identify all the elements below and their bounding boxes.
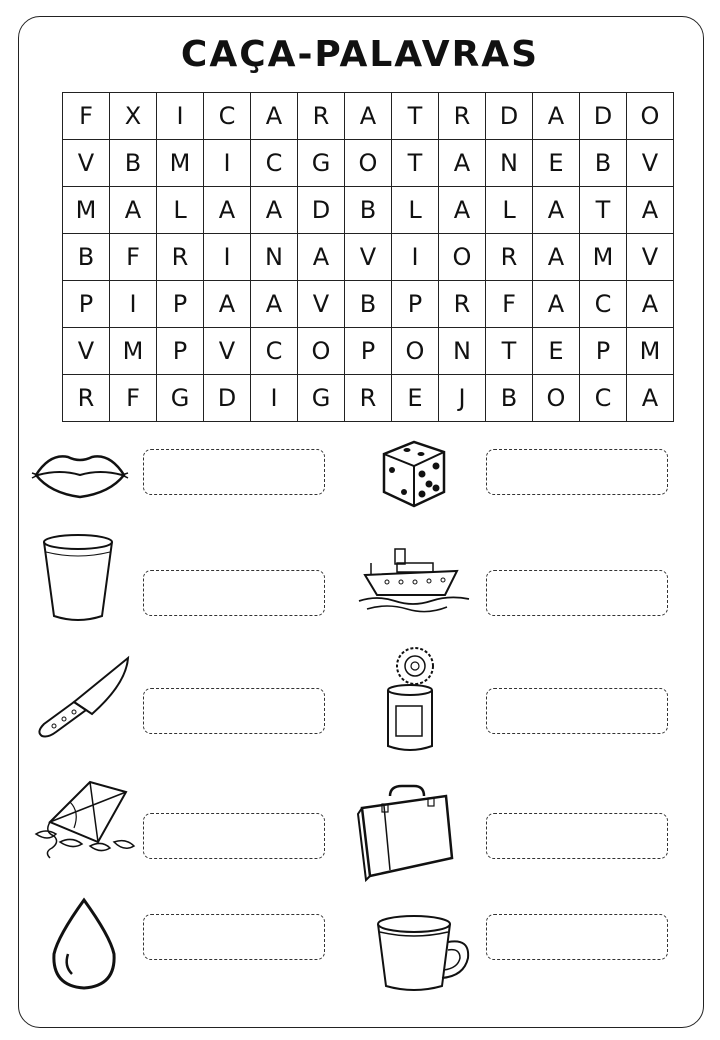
grid-cell[interactable]: A (204, 187, 251, 234)
grid-cell[interactable]: I (157, 93, 204, 140)
grid-cell[interactable]: G (298, 375, 345, 422)
grid-cell[interactable]: V (627, 234, 674, 281)
grid-cell[interactable]: N (486, 140, 533, 187)
grid-row (63, 375, 674, 422)
grid-cell[interactable]: B (486, 375, 533, 422)
grid-cell[interactable]: B (345, 187, 392, 234)
grid-cell[interactable]: T (580, 187, 627, 234)
grid-cell[interactable]: A (204, 281, 251, 328)
grid-cell[interactable]: G (298, 140, 345, 187)
grid-cell[interactable]: D (204, 375, 251, 422)
ship-icon (357, 545, 475, 615)
grid-cell[interactable]: R (439, 93, 486, 140)
grid-cell[interactable]: M (110, 328, 157, 375)
grid-cell[interactable]: G (157, 375, 204, 422)
answer-box-suitcase[interactable] (486, 813, 668, 859)
grid-cell[interactable]: X (110, 93, 157, 140)
grid-cell[interactable]: C (580, 375, 627, 422)
dice-icon (374, 432, 454, 512)
grid-cell[interactable]: D (580, 93, 627, 140)
grid-cell[interactable]: V (298, 281, 345, 328)
grid-cell[interactable]: I (251, 375, 298, 422)
grid-cell[interactable]: M (63, 187, 110, 234)
grid-cell[interactable]: E (533, 140, 580, 187)
grid-cell[interactable]: L (392, 187, 439, 234)
grid-cell[interactable]: D (486, 93, 533, 140)
grid-cell[interactable]: M (157, 140, 204, 187)
grid-cell[interactable]: R (439, 281, 486, 328)
grid-cell[interactable]: B (110, 140, 157, 187)
grid-cell[interactable]: E (392, 375, 439, 422)
grid-cell[interactable]: O (439, 234, 486, 281)
answer-box-can[interactable] (486, 688, 668, 734)
grid-cell[interactable]: R (157, 234, 204, 281)
grid-cell[interactable]: R (63, 375, 110, 422)
grid-cell[interactable]: C (204, 93, 251, 140)
grid-cell[interactable]: B (63, 234, 110, 281)
grid-cell[interactable]: A (251, 281, 298, 328)
page-title: CAÇA-PALAVRAS (180, 34, 540, 75)
mug-icon (374, 912, 474, 996)
grid-cell[interactable]: D (298, 187, 345, 234)
grid-row (63, 93, 674, 140)
grid-row (63, 281, 674, 328)
grid-row (63, 328, 674, 375)
kite-icon (30, 772, 140, 862)
grid-cell[interactable]: N (251, 234, 298, 281)
answer-box-knife[interactable] (143, 688, 325, 734)
grid-cell[interactable]: V (63, 328, 110, 375)
grid-cell[interactable]: A (627, 281, 674, 328)
grid-cell[interactable]: A (533, 93, 580, 140)
word-search-grid (62, 92, 674, 422)
grid-cell[interactable]: I (110, 281, 157, 328)
grid-cell[interactable]: O (627, 93, 674, 140)
grid-cell[interactable]: O (533, 375, 580, 422)
grid-cell[interactable]: A (439, 187, 486, 234)
grid-cell[interactable]: F (486, 281, 533, 328)
answer-box-ship[interactable] (486, 570, 668, 616)
answer-box-dice[interactable] (486, 449, 668, 495)
grid-cell[interactable]: R (298, 93, 345, 140)
grid-cell[interactable]: P (392, 281, 439, 328)
answer-box-drop[interactable] (143, 914, 325, 960)
answer-box-cup[interactable] (143, 570, 325, 616)
grid-cell[interactable]: A (251, 93, 298, 140)
grid-cell[interactable]: N (439, 328, 486, 375)
grid-cell[interactable]: L (157, 187, 204, 234)
grid-cell[interactable]: B (580, 140, 627, 187)
lips-icon (30, 445, 130, 505)
grid-cell[interactable]: A (627, 375, 674, 422)
grid-row (63, 234, 674, 281)
knife-icon (34, 654, 134, 738)
grid-cell[interactable]: P (345, 328, 392, 375)
can-icon (382, 646, 448, 756)
grid-cell[interactable]: V (345, 234, 392, 281)
grid-cell[interactable]: T (392, 140, 439, 187)
grid-cell[interactable]: I (204, 234, 251, 281)
grid-cell[interactable]: C (580, 281, 627, 328)
grid-cell[interactable]: A (627, 187, 674, 234)
grid-cell[interactable]: B (345, 281, 392, 328)
grid-cell[interactable]: T (392, 93, 439, 140)
grid-cell[interactable]: I (204, 140, 251, 187)
suitcase-icon (354, 780, 458, 884)
grid-cell[interactable]: P (580, 328, 627, 375)
grid-cell[interactable]: F (110, 375, 157, 422)
grid-cell[interactable]: R (486, 234, 533, 281)
grid-cell[interactable]: A (345, 93, 392, 140)
answer-box-lips[interactable] (143, 449, 325, 495)
grid-cell[interactable]: M (580, 234, 627, 281)
grid-cell[interactable]: P (63, 281, 110, 328)
grid-cell[interactable]: A (439, 140, 486, 187)
grid-cell[interactable]: C (251, 328, 298, 375)
answer-box-kite[interactable] (143, 813, 325, 859)
grid-cell[interactable]: T (486, 328, 533, 375)
grid-row (63, 187, 674, 234)
drop-icon (44, 896, 124, 992)
grid-cell[interactable]: P (157, 281, 204, 328)
answer-box-mug[interactable] (486, 914, 668, 960)
cup-icon (38, 530, 118, 626)
grid-cell[interactable]: F (110, 234, 157, 281)
grid-cell[interactable]: A (533, 187, 580, 234)
grid-cell[interactable]: O (298, 328, 345, 375)
grid-cell[interactable]: A (251, 187, 298, 234)
grid-cell[interactable]: A (533, 234, 580, 281)
grid-cell[interactable]: V (63, 140, 110, 187)
grid-cell[interactable]: J (439, 375, 486, 422)
grid-cell[interactable]: E (533, 328, 580, 375)
grid-cell[interactable]: F (63, 93, 110, 140)
grid-cell[interactable]: P (157, 328, 204, 375)
grid-cell[interactable]: A (110, 187, 157, 234)
grid-cell[interactable]: V (204, 328, 251, 375)
grid-cell[interactable]: R (345, 375, 392, 422)
grid-cell[interactable]: I (392, 234, 439, 281)
grid-cell[interactable]: V (627, 140, 674, 187)
grid-cell[interactable]: C (251, 140, 298, 187)
grid-cell[interactable]: O (392, 328, 439, 375)
grid-cell[interactable]: A (298, 234, 345, 281)
grid-row (63, 140, 674, 187)
grid-cell[interactable]: M (627, 328, 674, 375)
grid-cell[interactable]: L (486, 187, 533, 234)
grid-cell[interactable]: O (345, 140, 392, 187)
grid-cell[interactable]: A (533, 281, 580, 328)
